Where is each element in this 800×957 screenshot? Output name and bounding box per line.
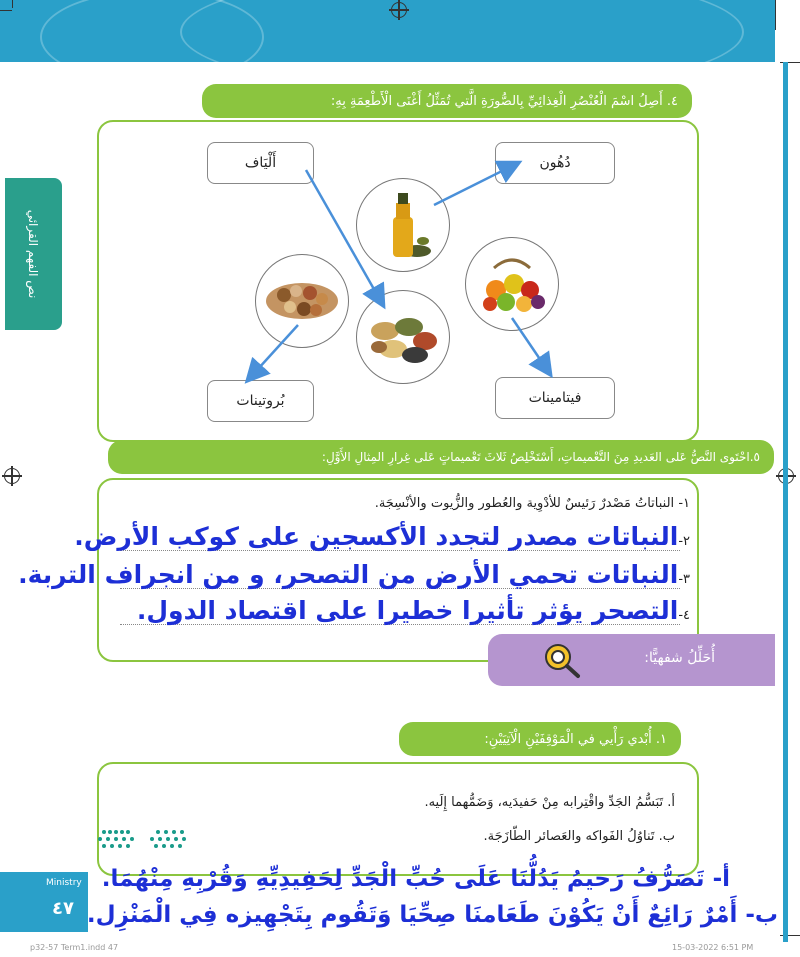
arrow-oil-fats xyxy=(434,163,518,205)
oral-analysis-label: أُحَلِّلُ شفهيًّا: xyxy=(644,650,715,666)
generalization-2: ٢-النباتات مصدر لتجدد الأكسجين على كوكب الأرض. xyxy=(74,522,690,551)
question-5-title: ٥.احْتَوى النَّصُّ عَلى العَديدِ مِنَ التَّعْميماتِ، أَسْتَخْلِصُ ثَلاثَ تَعْميماتٍ عَلى غِرارِ المِثالِ الأَوَّلِ: xyxy=(321,450,760,464)
label-fiber: أَلْيَاف xyxy=(207,142,314,184)
generalization-4: ٤-التصحر يؤثر تأثيرا خطيرا على اقتصاد الدول. xyxy=(136,596,690,625)
side-tab-label: نص الفهم القرائي xyxy=(26,209,41,299)
slug-left: p32-57 Term1.indd 47 xyxy=(30,943,119,952)
question-1-header xyxy=(399,722,681,756)
question-5-header xyxy=(108,440,774,474)
situation-a: أ. تَبَسُّمُ الجَدِّ واقْتِرابه مِنْ حَفيدَيه، وَضَمُّهما إِلَيه. xyxy=(424,795,675,810)
question-4-title: ٤. أَصِلُ اسْمَ الْعُنْصُرِ الْغِذائِيِّ بِالصُّورَةِ الَّتي تُمَثِّلُ أَغْنَى الْأَطْعِمَةِ بِهِ: xyxy=(330,93,678,109)
label-vitamins: فيتامينات xyxy=(495,377,615,419)
situation-b: ب. تَناوُلُ الفَواكه والعَصائر الطّازَجَة. xyxy=(483,829,675,844)
slug-right: 15-03-2022 6:51 PM xyxy=(672,943,754,952)
answer-b: ب- أَمْرٌ رَائِعٌ أَنْ يَكُوْنَ طَعَامنَا صِحِّيَا وَتَقُوم بِتَجْهِيزه فِي الْمَنْزِل. xyxy=(86,902,778,928)
magnifier-gear-icon xyxy=(540,640,584,680)
label-proteins: بُروتينات xyxy=(207,380,314,422)
page-number: ٤٧ xyxy=(52,898,74,919)
oral-analysis-tab xyxy=(488,634,775,686)
label-fats: دُهُون xyxy=(495,142,615,184)
opinion-panel xyxy=(97,762,699,876)
ministry-logo-icon xyxy=(96,826,188,854)
arrow-nuts-proteins xyxy=(248,325,298,380)
arrow-fruits-vitamins xyxy=(512,318,550,374)
question-1-title: ١. أُبْدي رَأْيي في الْمَوْقِفَيْنِ الْآتِيَيْنِ: xyxy=(484,731,667,747)
generalization-1: ١- النباتاتُ مَصْدرٌ رَئيسٌ للأدْوِية والعُطور والزُّيوت والأنْسِجَة. xyxy=(374,496,690,511)
ministry-text: Ministry xyxy=(46,878,82,888)
arrow-fiber-legumes xyxy=(306,170,383,305)
generalization-3: ٣-النباتات تحمي الأرض من التصحر، و من انجراف التربة. xyxy=(18,560,690,589)
answer-a: أ- تَصَرُّفُ رَحيمُ يَدُلُّنَا عَلَى حُبِّ الْجَدِّ لِحَفِيدِيِّهِ وَقُرْبِهِ مِنْهُمَا. xyxy=(101,866,730,892)
